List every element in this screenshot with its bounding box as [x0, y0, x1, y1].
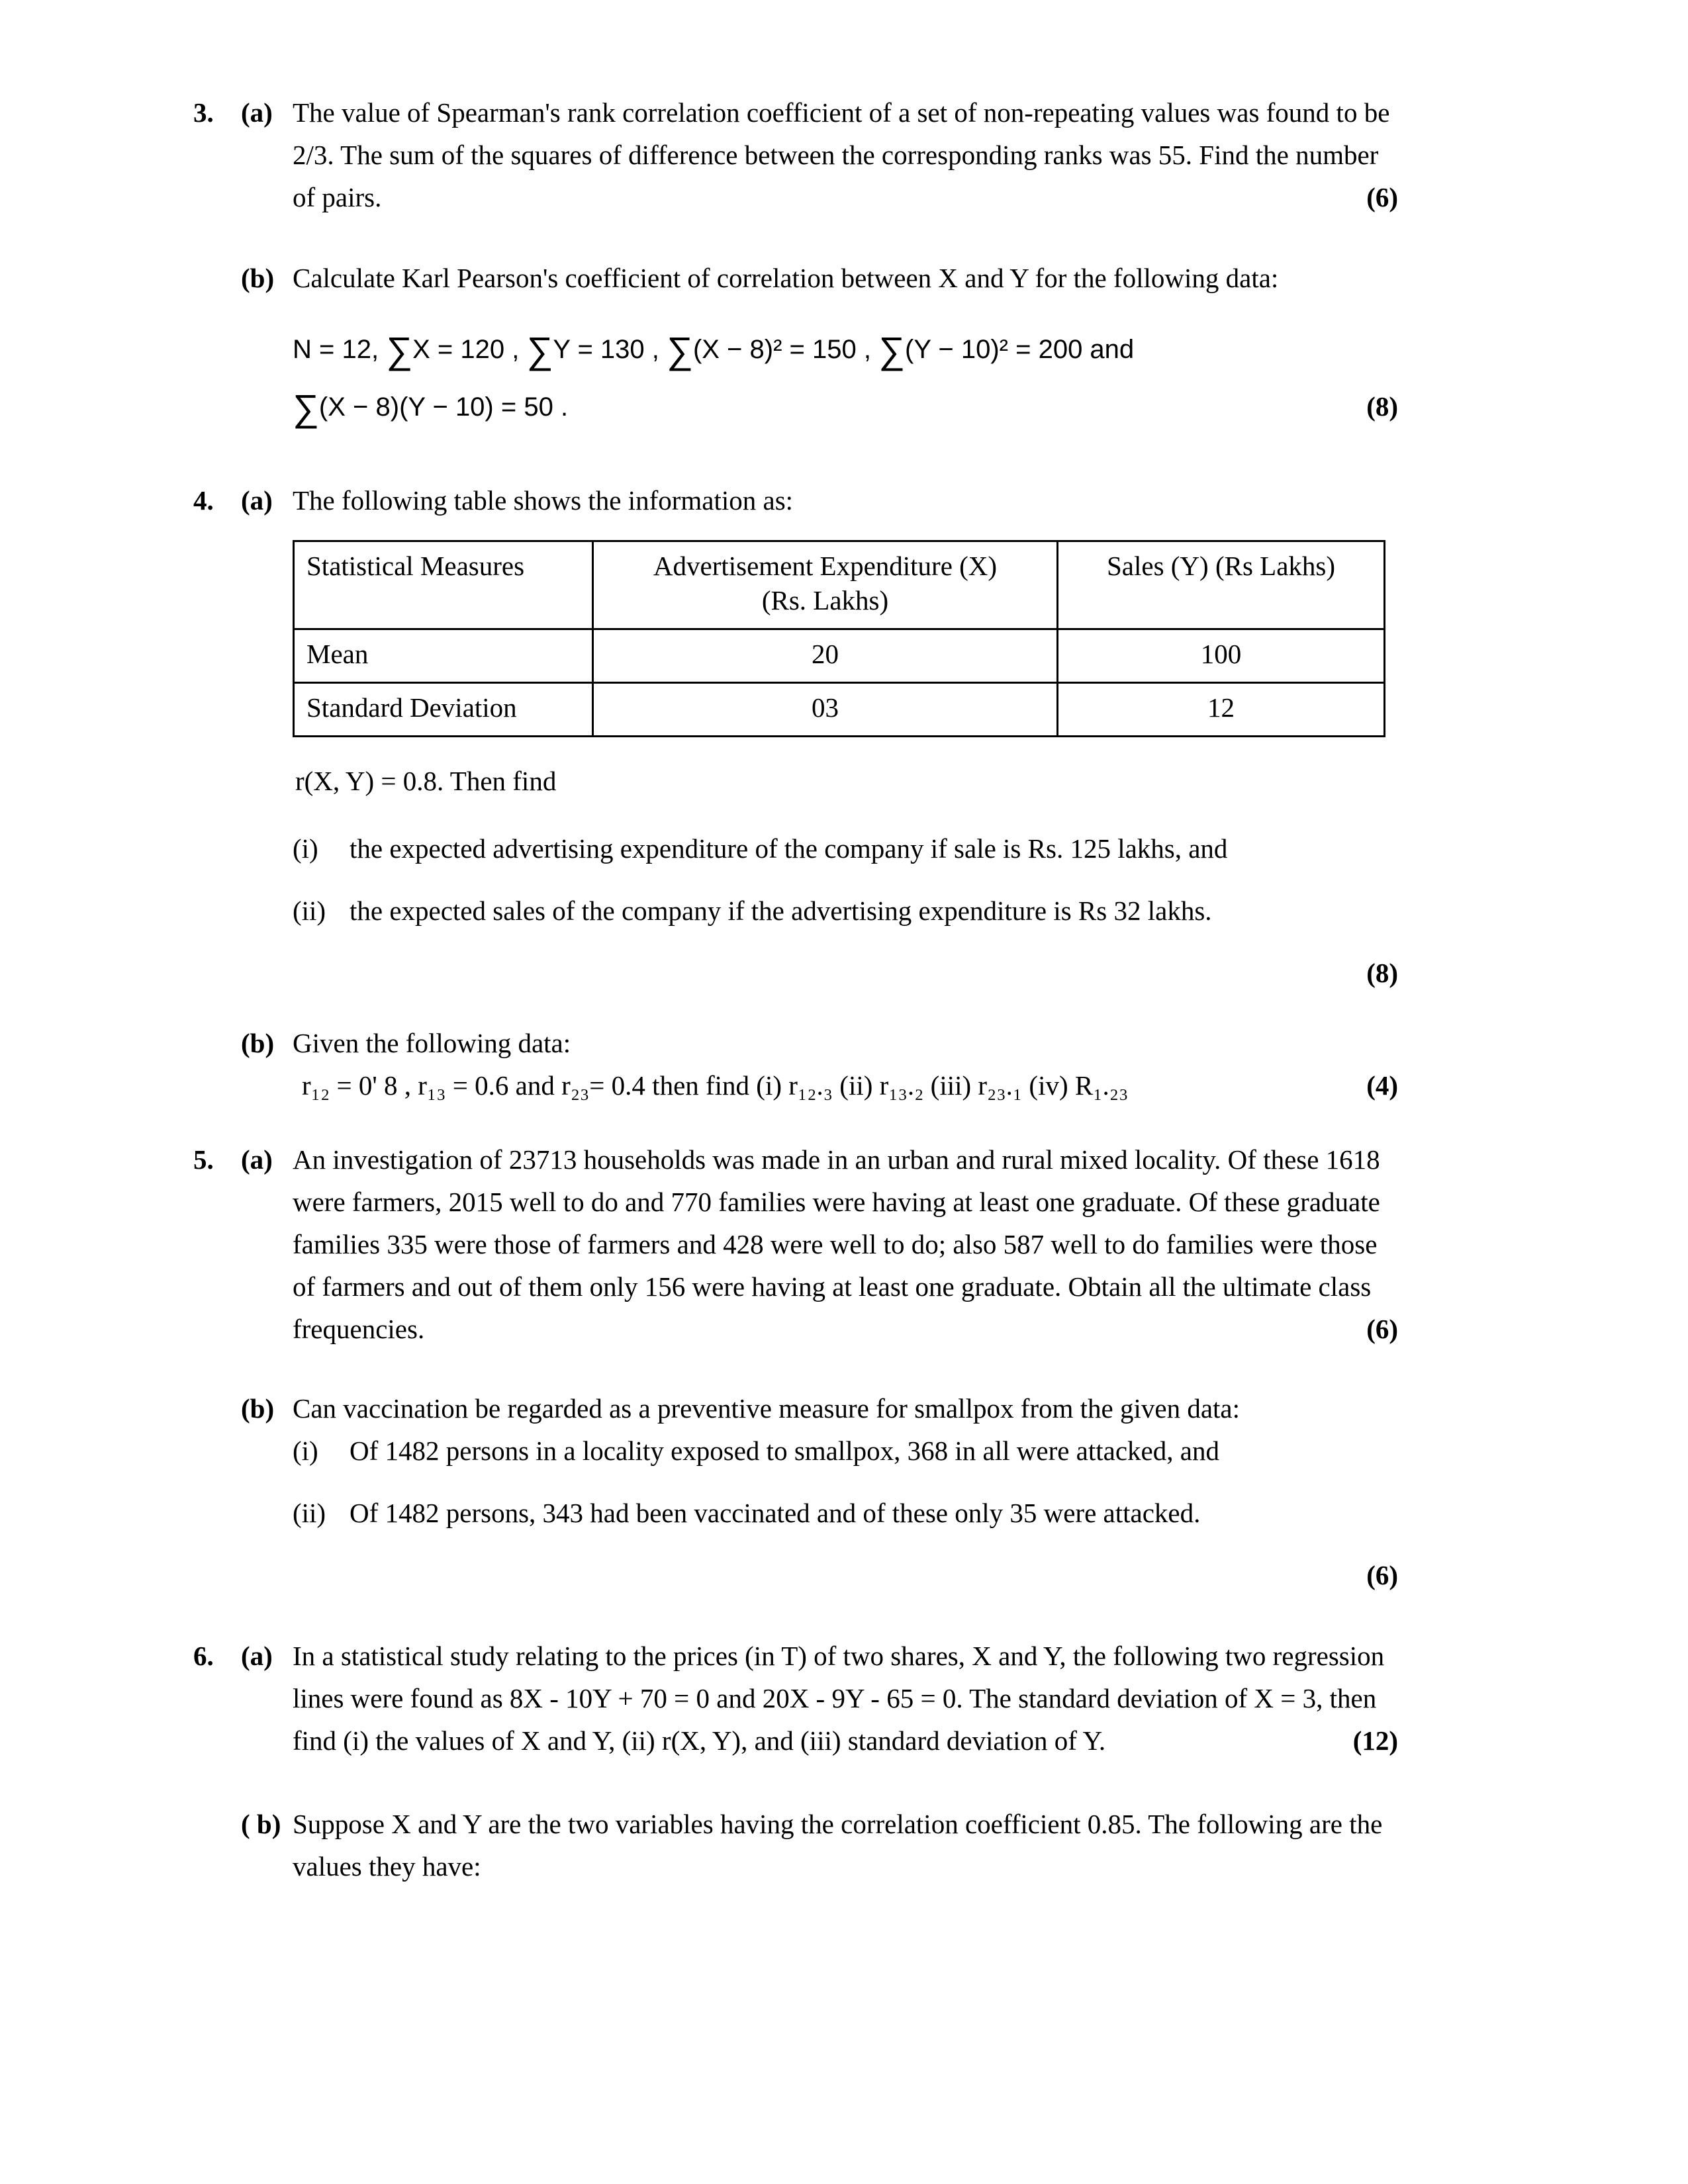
item-ii-text: the expected sales of the company if the advertising expenditure is Rs 32 lakhs. — [350, 895, 1212, 926]
question-5b — [193, 1387, 1398, 1596]
question-3a-label: (a) — [241, 97, 273, 128]
question-4-number: 4. — [193, 485, 214, 516]
math-line-1 — [293, 323, 1398, 375]
question-5a-text: An investigation of 23713 households was made in an urban and rural mixed locality. Of these 1618 were farmers, 2015 well to do and 770 families were having at least one graduate. Of these graduate families 335 were those of farmers and 428 were well to do; also 587 well to do families were those of farmers and out of them only 156 were having at least one graduate. Obtain all the ultimate class frequencies. — [293, 1144, 1380, 1344]
table-row-standard-deviation — [294, 683, 1385, 737]
question-4b-intro: Given the following data: — [293, 1028, 571, 1058]
item-i-label: (i) — [293, 1435, 318, 1466]
question-4b-body — [293, 1022, 1398, 1107]
question-5b-intro: Can vaccination be regarded as a preventive measure for smallpox from the given data: — [293, 1393, 1241, 1424]
question-3b-math — [293, 323, 1398, 438]
question-4b-label: (b) — [241, 1028, 275, 1058]
question-3-number: 3. — [193, 97, 214, 128]
question-6b-body — [293, 1803, 1398, 1888]
question-4a-item-i — [293, 827, 1398, 870]
question-3a — [193, 91, 1398, 218]
question-4b — [193, 1022, 1398, 1107]
sd-sales-value: 12 — [1058, 683, 1385, 737]
summation-icon: ∑ — [293, 387, 319, 429]
question-6-number: 6. — [193, 1641, 214, 1671]
question-3b-text: Calculate Karl Pearson's coefficient of correlation between X and Y for the following data: — [293, 263, 1279, 293]
question-5a — [193, 1138, 1398, 1350]
correlation-values: r₁₂ = 0' 8 , r₁₃ = 0.6 and r₂₃= 0.4 then find (i) r₁₂.₃ (ii) r₁₃.₂ (iii) r₂₃.₁ (iv) R₁.₂₃ — [302, 1070, 1129, 1101]
question-4a-label: (a) — [241, 485, 273, 516]
question-5b-item-ii — [293, 1492, 1398, 1534]
question-5a-body — [293, 1138, 1398, 1350]
question-6a — [193, 1635, 1398, 1762]
math-expression-1: N = 12, ∑X = 120 , ∑Y = 130 , ∑(X − 8)² = 150 , ∑(Y − 10)² = 200 and — [293, 329, 1135, 371]
question-6a-marks: (12) — [1352, 1725, 1398, 1756]
question-6b-label: ( b) — [241, 1809, 281, 1839]
question-3a-marks: (6) — [1366, 182, 1398, 212]
table-header-sales: Sales (Y) (Rs Lakhs) — [1058, 541, 1385, 629]
question-3b-data — [193, 323, 1398, 438]
statistics-table — [293, 540, 1385, 737]
math-line-2 — [293, 381, 1398, 433]
question-5a-marks: (6) — [1366, 1314, 1398, 1344]
item-ii-label: (ii) — [293, 1498, 326, 1528]
question-4a-marks: (8) — [1366, 958, 1398, 988]
mean-sales-value: 100 — [1058, 629, 1385, 683]
question-3b-label: (b) — [241, 263, 275, 293]
question-6a-label: (a) — [241, 1641, 273, 1671]
item-ii-text: Of 1482 persons, 343 had been vaccinated and of these only 35 were attacked. — [350, 1498, 1201, 1528]
question-3a-text: The value of Spearman's rank correlation coefficient of a set of non-repeating values was found to be 2/3. The sum of the squares of difference between the corresponding ranks was 55. Find the number of pairs. — [293, 97, 1390, 212]
summation-icon: ∑ — [878, 329, 905, 371]
summation-icon: ∑ — [386, 329, 413, 371]
question-5b-label: (b) — [241, 1393, 275, 1424]
item-ii-label: (ii) — [293, 895, 326, 926]
question-6a-body — [293, 1635, 1398, 1762]
item-i-text: the expected advertising expenditure of the company if sale is Rs. 125 lakhs, and — [350, 833, 1228, 864]
table-header-advertisement-expenditure — [593, 541, 1058, 629]
row-label-mean: Mean — [294, 629, 593, 683]
table-row-mean — [294, 629, 1385, 683]
question-4a — [193, 479, 1398, 994]
question-3b-body — [293, 257, 1398, 299]
summation-icon: ∑ — [526, 329, 553, 371]
question-6b — [193, 1803, 1398, 1888]
table-header-statistical-measures: Statistical Measures — [294, 541, 593, 629]
correlation-values-line — [293, 1064, 1398, 1107]
question-3a-body — [293, 91, 1398, 218]
question-4a-body — [293, 479, 1398, 994]
header-line-2: (Rs. Lakhs) — [761, 585, 889, 615]
mean-expenditure-value: 20 — [593, 629, 1058, 683]
question-3b — [193, 257, 1398, 299]
question-5b-body — [293, 1387, 1398, 1596]
summation-icon: ∑ — [667, 329, 693, 371]
question-5b-marks: (6) — [1366, 1560, 1398, 1590]
row-label-standard-deviation: Standard Deviation — [294, 683, 593, 737]
question-5-number: 5. — [193, 1144, 214, 1175]
math-expression-2: ∑(X − 8)(Y − 10) = 50 . — [293, 387, 569, 429]
sd-expenditure-value: 03 — [593, 683, 1058, 737]
question-4a-item-ii — [293, 889, 1398, 932]
question-4b-marks: (4) — [1366, 1070, 1398, 1101]
correlation-note: r(X, Y) = 0.8. Then find — [295, 766, 557, 796]
table-header-row — [294, 541, 1385, 629]
question-5a-label: (a) — [241, 1144, 273, 1175]
item-i-text: Of 1482 persons in a locality exposed to smallpox, 368 in all were attacked, and — [350, 1435, 1219, 1466]
question-6a-text: In a statistical study relating to the prices (in T) of two shares, X and Y, the following two regression lines were found as 8X - 10Y + 70 = 0 and 20X - 9Y - 65 = 0. The standard deviation of X = 3, then find (i) the values of X and Y, (ii) r(X, Y), and (iii) standard deviation of Y. — [293, 1641, 1385, 1756]
item-i-label: (i) — [293, 833, 318, 864]
header-line-1: Advertisement Expenditure (X) — [653, 551, 998, 581]
question-4a-intro: The following table shows the information as: — [293, 485, 794, 516]
question-5b-item-i — [293, 1430, 1398, 1472]
question-3b-marks: (8) — [1366, 391, 1398, 422]
question-6b-text: Suppose X and Y are the two variables having the correlation coefficient 0.85. The following are the values they have: — [293, 1809, 1383, 1882]
